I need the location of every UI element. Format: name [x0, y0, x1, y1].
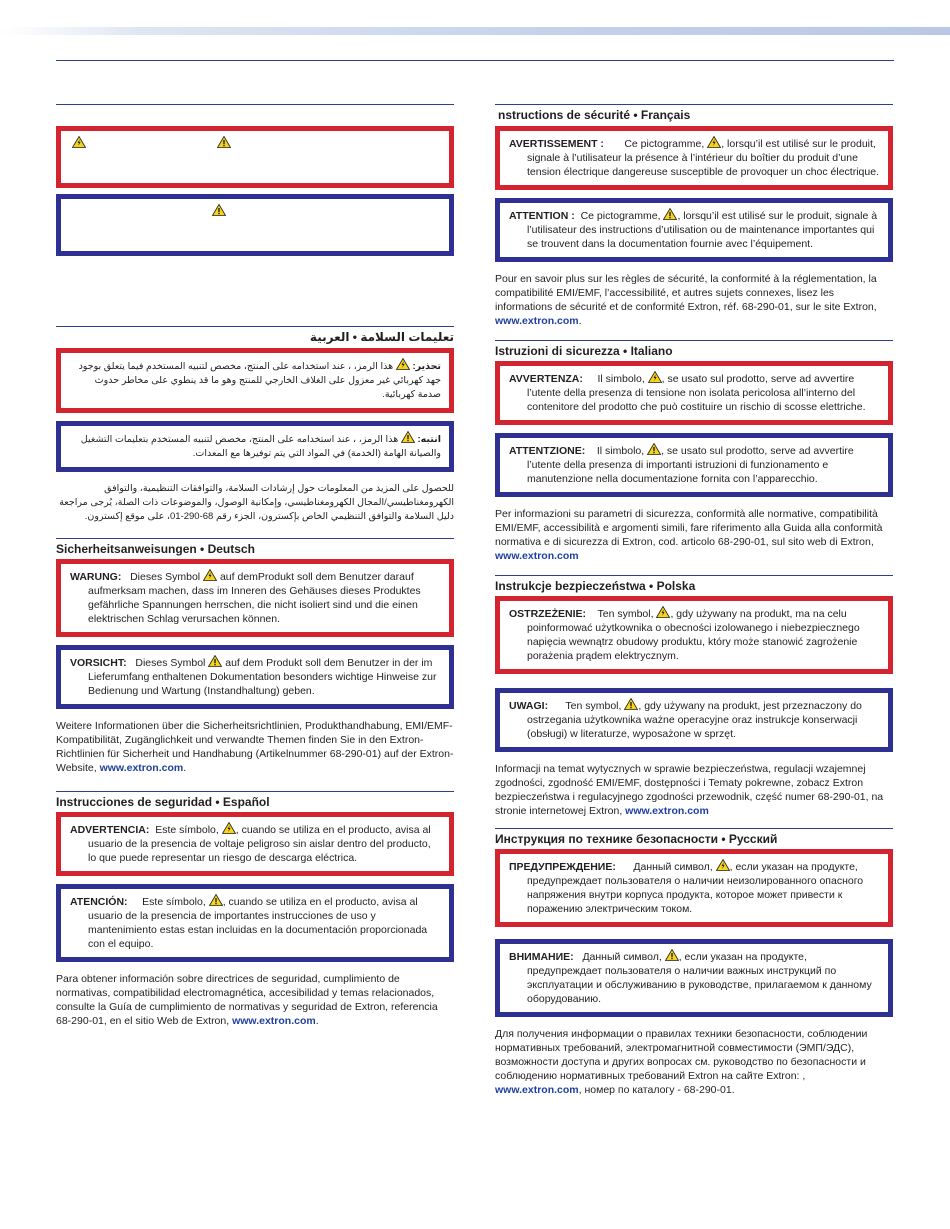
- caution-pre: Ce pictogramme,: [580, 210, 661, 222]
- info-text: Informacji na temat wytycznych w sprawie bezpieczeństwa, regulacji wzajemnej zgodności, zgodność EMI/EMF, dostępności i Tematy pokrewne, zobacz Extron bezpieczeństwa i regulacyjnego zgodności przewodnik, część numer 68-290-01, na stronie internetowej Extron,: [495, 763, 884, 817]
- caution-text: , gdy używany na produkt, jest przeznaczony do ostrzegania użytkownika ważne operacyjne oraz instrukcje konserwacji (obsługi) w literaturze, wyposażone w sprzęt.: [527, 700, 862, 740]
- info-text: Weitere Informationen über die Sicherheitsrichtlinien, Produkthandhabung, EMI/EMF-Kompatibilität, Zugänglichkeit und verwandte Themen finden Sie in den Extron-Richtlinien für Sicherheit und Handhabung (Artikelnummer 68-290-01) auf der Extron-Website,: [56, 720, 454, 774]
- warning-box: [56, 812, 454, 876]
- right-column: [495, 104, 893, 1097]
- warning-text: , se usato sul prodotto, serve ad avvertire l’utente della presenza di tensione non isolata pericolosa all’interno del contenitore del prodotto che può costituire un rischio di scosse elettriche.: [527, 373, 866, 413]
- electric-shock-icon: [707, 136, 721, 148]
- caution-pre: Este símbolo,: [142, 896, 206, 908]
- info-paragraph: للحصول على المزيد من المعلومات حول إرشادات السلامة، والتوافقات التنظيمية، والتوافق الكهرومغناطيسي/المجال الكهرومغناطيسي، وإمكانية الوصول، والموضوعات ذات الصلة، يُرجى مراجعة دليل السلامة والتوافق التنظيمي الخاص بإكسترون، الجزء رقم 68-290-01، على موقع إكسترون.: [59, 483, 454, 522]
- caution-pre: Il simbolo,: [596, 445, 645, 457]
- electric-shock-icon: [648, 371, 662, 383]
- warning-pre: Данный символ,: [633, 861, 713, 873]
- warning-label: AVVERTENZA:: [509, 373, 583, 385]
- info-end: .: [578, 315, 582, 327]
- caution-text: , cuando se utiliza en el producto, avisa al usuario de la presencia de importantes instrucciones de uso y mantenimiento estas estan incluidas en la documentación proporcionada con el equipo.: [88, 896, 428, 950]
- info-text: Для получения информации о правилах техники безопасности, соблюдении нормативных требований, электромагнитной совместимости (ЭМП/ЭДС), возможности доступа и других вопросах см. руководство по безопасности и соблюдению нормативных требований Extron на сайте Extron: ,: [495, 1028, 868, 1082]
- extron-link[interactable]: www.extron.com: [625, 805, 709, 817]
- warning-text: هذا الرمز، ، عند استخدامه على المنتج، مخصص لتنبيه المستخدم فيما يتعلق بوجود جهد كهربائي غير معزول على الغلاف الخارجي للمنتج وهو ما قد ينطوي على مخاطر حدوث صدمة كهربائية.: [78, 361, 441, 400]
- warning-text: auf demProdukt soll dem Benutzer darauf aufmerksam machen, dass im Inneren des Gehäuses dieses Produktes gefährliche Spannungen herrschen, die nicht isoliert sind und die einen elektrischen Schlag verursachen können.: [88, 571, 421, 625]
- caution-pre: Ten symbol,: [565, 700, 622, 712]
- electric-shock-icon: [716, 859, 730, 871]
- electric-shock-icon: [396, 358, 410, 370]
- info-paragraph: [495, 762, 893, 818]
- section-spanish: [56, 791, 454, 1028]
- caution-label: ATTENTZIONE:: [509, 445, 586, 457]
- warning-triangle-icon: [663, 208, 677, 220]
- warning-pre: Ce pictogramme,: [624, 138, 705, 150]
- caution-label: ATENCIÓN:: [70, 896, 128, 908]
- section-title: Istruzioni di sicurezza • Italiano: [495, 340, 893, 360]
- caution-label: انتبه:: [417, 434, 441, 445]
- caution-pre: Данный символ,: [582, 951, 662, 963]
- warning-pre: Este símbolo,: [155, 824, 219, 836]
- extron-link[interactable]: www.extron.com: [232, 1015, 316, 1027]
- header-gradient-band: [0, 27, 950, 35]
- warning-box: [56, 559, 454, 637]
- warning-triangle-icon: [217, 136, 231, 148]
- info-paragraph: [495, 1027, 893, 1097]
- warning-pre: Dieses Symbol: [130, 571, 201, 583]
- info-text: Per informazioni su parametri di sicurezza, conformità alle normative, compatibilità EMI/EMF, accessibilità e argomenti simili, fare riferimento alla Guida alla conformità normativa e di sicurezza di Extron, cod. articolo 68-290-01, sul sito web di Extron,: [495, 508, 883, 548]
- caution-text: هذا الرمز، ، عند استخدامه على المنتج، مخصص لتنبيه المستخدم بتعليمات التشغيل والصيانة الهامة (الخدمة) في المواد التي يتم توفيرها مع المعدات.: [80, 434, 441, 459]
- caution-text: , lorsqu’il est utilisé sur le produit, signale à l’utilisateur des instructions d’utilisation ou de maintenance importantes qui se trouvent dans la documentation fournie avec l’équipement.: [527, 210, 878, 250]
- warning-box: [495, 361, 893, 425]
- header-rule: [56, 60, 894, 61]
- section-title: [56, 104, 454, 124]
- caution-label: VORSICHT:: [70, 657, 127, 669]
- info-end: .: [183, 762, 187, 774]
- left-column: [56, 104, 454, 1028]
- info-end: .: [315, 1015, 319, 1027]
- warning-triangle-icon: [624, 698, 638, 710]
- caution-box: [56, 884, 454, 962]
- warning-box: [495, 849, 893, 927]
- warning-text: , gdy używany na produkt, ma na celu poinformować użytkownika o obecności izolowanego i niebezpiecznego napięcia wewnątrz obudowy produktu, który może stanowić zagrożenie porażenia prądem elektrycznym.: [527, 608, 860, 662]
- caution-box: [495, 939, 893, 1017]
- warning-triangle-icon: [401, 431, 415, 443]
- warning-box: [495, 596, 893, 674]
- section-arabic: [56, 326, 454, 524]
- section-russian: [495, 828, 893, 1097]
- warning-label: AVERTISSEMENT :: [509, 138, 604, 150]
- warning-triangle-icon: [212, 204, 226, 216]
- warning-box: [495, 126, 893, 190]
- section-title: nstructions de sécurité • Français: [495, 104, 893, 124]
- info-text: Para obtener información sobre directrices de seguridad, cumplimiento de normativas, compatibilidad electromagnética, accesibilidad y temas relacionados, consulte la Guía de cumplimiento de normativas y seguridad de Extron, referencia 68-290-01, en el sitio Web de Extron,: [56, 973, 438, 1027]
- warning-text: , lorsqu’il est utilisé sur le produit, signale à l’utilisateur la présence à l’intérieur du boîtier du produit d’une tension électrique dangereuse susceptible de provoquer un choc électrique.: [527, 138, 879, 178]
- section-polish: [495, 575, 893, 818]
- electric-shock-icon: [203, 569, 217, 581]
- extron-link[interactable]: www.extron.com: [99, 762, 184, 774]
- caution-box: [56, 645, 454, 709]
- warning-text: , cuando se utiliza en el producto, avisa al usuario de la presencia de voltaje peligroso sin aislar dentro del producto, lo que puede representar un riesgo de descarga eléctrica.: [88, 824, 431, 864]
- caution-box: [495, 688, 893, 752]
- section-title: Инструкция по технике безопасности • Русский: [495, 828, 893, 848]
- caution-text: , se usato sul prodotto, serve ad avvertire l’utente della presenza di importanti istruzioni di funzionamento e manutenzione nella documentazione fornita con l’apparecchio.: [527, 445, 854, 485]
- caution-box: [495, 198, 893, 262]
- warning-triangle-icon: [647, 443, 661, 455]
- caution-box: [495, 433, 893, 497]
- electric-shock-icon: [72, 136, 86, 148]
- warning-label: OSTRZEŻENIE:: [509, 608, 587, 620]
- section-english: [56, 104, 454, 256]
- caution-label: UWAGI:: [509, 700, 549, 712]
- extron-link[interactable]: www.extron.com: [495, 1084, 579, 1096]
- warning-triangle-icon: [209, 894, 223, 906]
- warning-box: [56, 126, 454, 188]
- caution-box: [56, 421, 454, 472]
- warning-label: تحذير:: [412, 361, 441, 372]
- info-paragraph: [495, 272, 893, 328]
- warning-label: ADVERTENCIA:: [70, 824, 150, 836]
- section-title: تعليمات السلامة • العربية: [56, 326, 454, 346]
- caution-label: ВНИМАНИЕ:: [509, 951, 574, 963]
- warning-triangle-icon: [665, 949, 679, 961]
- info-end: , номер по каталогу - 68-290-01.: [578, 1084, 735, 1096]
- info-paragraph: [56, 719, 454, 775]
- warning-text: , если указан на продукте, предупреждает пользователя о наличии неизолированного опасного напряжения внутри корпуса продукта, которое может привести к поражению электрическим током.: [527, 861, 864, 915]
- section-title: Instrukcje bezpieczeństwa • Polska: [495, 575, 893, 595]
- warning-label: ПРЕДУПРЕЖДЕНИЕ:: [509, 861, 616, 873]
- section-german: [56, 538, 454, 775]
- caution-label: ATTENTION :: [509, 210, 575, 222]
- extron-link[interactable]: www.extron.com: [495, 550, 579, 562]
- section-french: [495, 104, 893, 328]
- section-title: Sicherheitsanweisungen • Deutsch: [56, 538, 454, 558]
- warning-box: [56, 348, 454, 413]
- electric-shock-icon: [656, 606, 670, 618]
- warning-label: WARUNG:: [70, 571, 122, 583]
- caution-text: , если указан на продукте, предупреждает пользователя о наличии важных инструкций по эксплуатации и обслуживанию в руководстве, прилагаемом к данному оборудованию.: [527, 951, 872, 1005]
- section-title: Instrucciones de seguridad • Español: [56, 791, 454, 811]
- electric-shock-icon: [222, 822, 236, 834]
- info-paragraph: [56, 972, 454, 1028]
- info-paragraph: [495, 507, 893, 563]
- info-text: Pour en savoir plus sur les règles de sécurité, la conformité à la réglementation, la compatibilité EMI/EMF, l’accessibilité, et autres sujets connexes, lisez les informations de sécurité et de conformité Extron, réf. 68-290-01, sur le site Extron,: [495, 273, 877, 313]
- caution-pre: Dieses Symbol: [135, 657, 206, 669]
- section-italian: [495, 340, 893, 563]
- extron-link[interactable]: www.extron.com: [495, 315, 579, 327]
- warning-pre: Ten symbol,: [597, 608, 654, 620]
- caution-text: auf dem Produkt soll dem Benutzer in der im Lieferumfang enthaltenen Dokumentation besonders wichtige Hinweise zur Bedienung und Wartung (Instandhaltung) geben.: [88, 657, 437, 697]
- caution-box: [56, 194, 454, 256]
- warning-triangle-icon: [208, 655, 222, 667]
- warning-pre: Il simbolo,: [597, 373, 645, 385]
